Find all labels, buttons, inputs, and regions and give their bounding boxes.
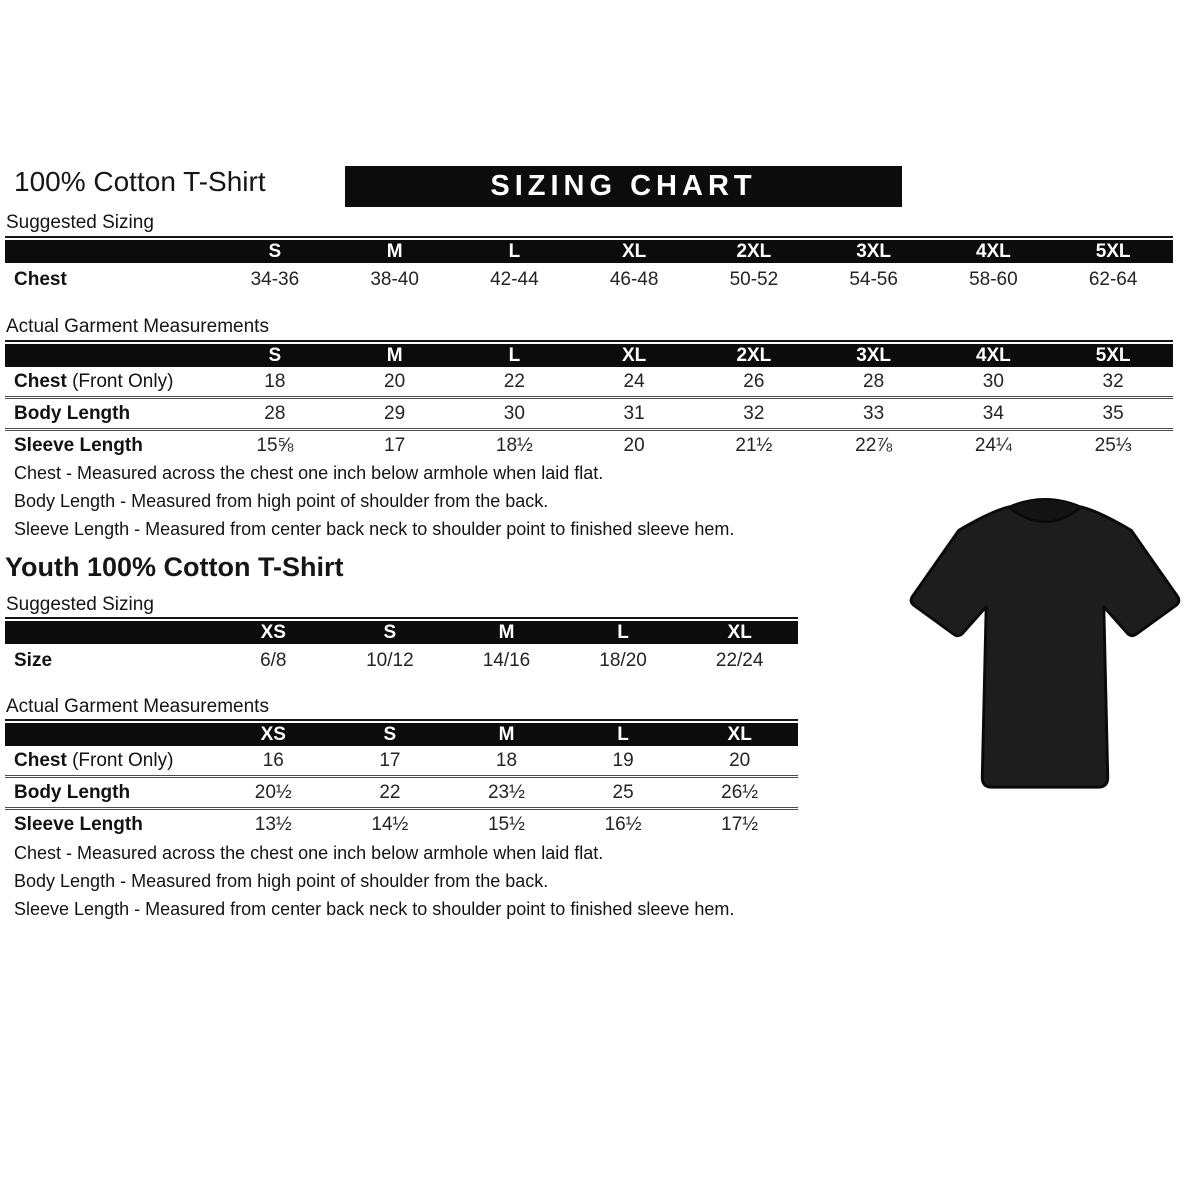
value-cell: 14/16 bbox=[482, 649, 531, 671]
measurement-note: Sleeve Length - Measured from center back neck to shoulder point to finished sleeve hem. bbox=[14, 519, 735, 539]
value-cell: 28 bbox=[264, 402, 286, 424]
row-label: Sleeve Length bbox=[14, 813, 143, 835]
value-cell: 46-48 bbox=[609, 268, 659, 290]
table-top-border bbox=[5, 340, 1173, 342]
value-cell: 28 bbox=[863, 370, 885, 392]
column-header-xl: XL bbox=[727, 621, 752, 643]
column-header-l: L bbox=[508, 344, 521, 366]
column-header-s: S bbox=[383, 723, 397, 745]
column-header-xl: XL bbox=[621, 344, 647, 366]
value-cell: 17½ bbox=[721, 813, 759, 835]
table-header-row bbox=[5, 344, 1173, 367]
column-header-m: M bbox=[498, 723, 515, 745]
value-cell: 18/20 bbox=[599, 649, 647, 671]
table-row bbox=[5, 263, 1173, 296]
value-cell: 25⅓ bbox=[1094, 434, 1132, 456]
column-header-m: M bbox=[386, 344, 403, 366]
adult-actual-measurements-label: Actual Garment Measurements bbox=[6, 316, 269, 337]
column-header-2xl: 2XL bbox=[736, 240, 772, 262]
table-row bbox=[5, 428, 1173, 460]
column-header-2xl: 2XL bbox=[736, 344, 772, 366]
table-row bbox=[5, 746, 798, 775]
youth-actual-measurements-label: Actual Garment Measurements bbox=[6, 696, 269, 717]
value-cell: 15½ bbox=[487, 813, 525, 835]
value-cell: 26½ bbox=[721, 781, 759, 803]
column-header-m: M bbox=[386, 240, 403, 262]
table-top-border bbox=[5, 719, 798, 721]
value-cell: 16½ bbox=[604, 813, 642, 835]
row-label: Chest (Front Only) bbox=[14, 370, 174, 392]
youth-section-title: Youth 100% Cotton T-Shirt bbox=[5, 552, 344, 582]
column-header-l: L bbox=[617, 723, 629, 745]
row-label: Chest (Front Only) bbox=[14, 749, 174, 771]
value-cell: 17 bbox=[384, 434, 406, 456]
value-cell: 32 bbox=[743, 402, 765, 424]
adult-suggested-sizing-label: Suggested Sizing bbox=[6, 212, 154, 233]
youth-actual-measurements-table bbox=[5, 719, 798, 839]
value-cell: 17 bbox=[379, 749, 401, 771]
value-cell: 42-44 bbox=[490, 268, 539, 290]
value-cell: 20 bbox=[623, 434, 645, 456]
adult-section-title: 100% Cotton T-Shirt bbox=[14, 166, 266, 197]
value-cell: 10/12 bbox=[366, 649, 414, 671]
table-header-row bbox=[5, 723, 798, 746]
table-row bbox=[5, 396, 1173, 428]
table-row bbox=[5, 807, 798, 839]
value-cell: 24 bbox=[623, 370, 645, 392]
row-label: Body Length bbox=[14, 402, 131, 424]
column-header-m: M bbox=[498, 621, 515, 643]
sizing-chart-banner: SIZING CHART bbox=[345, 166, 902, 207]
value-cell: 34 bbox=[982, 402, 1004, 424]
value-cell: 62-64 bbox=[1088, 268, 1138, 290]
value-cell: 30 bbox=[982, 370, 1004, 392]
row-label: Sleeve Length bbox=[14, 434, 143, 456]
row-label: Size bbox=[14, 649, 53, 671]
value-cell: 22 bbox=[503, 370, 525, 392]
value-cell: 22⅞ bbox=[855, 434, 893, 456]
value-cell: 14½ bbox=[371, 813, 409, 835]
value-cell: 22 bbox=[379, 781, 401, 803]
column-header-xl: XL bbox=[621, 240, 647, 262]
value-cell: 26 bbox=[743, 370, 765, 392]
table-top-border bbox=[5, 236, 1173, 238]
adult-suggested-sizing-table bbox=[5, 236, 1173, 296]
column-header-5xl: 5XL bbox=[1095, 344, 1131, 366]
value-cell: 30 bbox=[503, 402, 525, 424]
value-cell: 32 bbox=[1102, 370, 1124, 392]
value-cell: 20½ bbox=[254, 781, 292, 803]
column-header-s: S bbox=[268, 344, 282, 366]
value-cell: 20 bbox=[729, 749, 751, 771]
column-header-5xl: 5XL bbox=[1095, 240, 1131, 262]
column-header-xs: XS bbox=[260, 723, 286, 745]
value-cell: 38-40 bbox=[370, 268, 419, 290]
column-header-4xl: 4XL bbox=[975, 344, 1011, 366]
youth-suggested-sizing-table bbox=[5, 617, 798, 677]
youth-suggested-sizing-label: Suggested Sizing bbox=[6, 594, 154, 615]
value-cell: 13½ bbox=[254, 813, 292, 835]
table-row bbox=[5, 775, 798, 807]
table-header-row bbox=[5, 621, 798, 644]
value-cell: 16 bbox=[262, 749, 284, 771]
table-header-row bbox=[5, 240, 1173, 263]
table-top-border bbox=[5, 617, 798, 619]
measurement-note: Chest - Measured across the chest one inch below armhole when laid flat. bbox=[14, 843, 604, 863]
column-header-s: S bbox=[383, 621, 397, 643]
value-cell: 20 bbox=[384, 370, 406, 392]
column-header-4xl: 4XL bbox=[975, 240, 1011, 262]
youth-measurement-notes bbox=[14, 843, 734, 927]
table-row bbox=[5, 644, 798, 677]
measurement-note: Body Length - Measured from high point of shoulder from the back. bbox=[14, 491, 549, 511]
measurement-note: Chest - Measured across the chest one inch below armhole when laid flat. bbox=[14, 463, 604, 483]
tshirt-silhouette bbox=[911, 507, 1179, 787]
value-cell: 18 bbox=[495, 749, 518, 771]
value-cell: 6/8 bbox=[260, 649, 287, 671]
value-cell: 21½ bbox=[735, 434, 773, 456]
adult-measurement-notes bbox=[14, 463, 734, 547]
column-header-3xl: 3XL bbox=[856, 240, 892, 262]
column-header-l: L bbox=[617, 621, 629, 643]
column-header-3xl: 3XL bbox=[856, 344, 892, 366]
value-cell: 50-52 bbox=[729, 268, 779, 290]
value-cell: 25 bbox=[612, 781, 634, 803]
value-cell: 23½ bbox=[487, 781, 525, 803]
column-header-l: L bbox=[508, 240, 521, 262]
value-cell: 33 bbox=[863, 402, 885, 424]
value-cell: 58-60 bbox=[969, 268, 1018, 290]
adult-actual-measurements-table bbox=[5, 340, 1173, 460]
tshirt-image bbox=[898, 485, 1192, 809]
measurement-note: Sleeve Length - Measured from center back neck to shoulder point to finished sleeve hem. bbox=[14, 899, 735, 919]
value-cell: 18 bbox=[264, 370, 286, 392]
value-cell: 22/24 bbox=[715, 649, 764, 671]
value-cell: 54-56 bbox=[849, 268, 898, 290]
measurement-note: Body Length - Measured from high point of shoulder from the back. bbox=[14, 871, 549, 891]
value-cell: 19 bbox=[612, 749, 634, 771]
value-cell: 15⅝ bbox=[256, 434, 294, 456]
column-header-s: S bbox=[268, 240, 282, 262]
row-label: Chest bbox=[14, 268, 67, 290]
column-header-xl: XL bbox=[727, 723, 752, 745]
row-label: Body Length bbox=[14, 781, 131, 803]
value-cell: 35 bbox=[1102, 402, 1124, 424]
value-cell: 18½ bbox=[495, 434, 533, 456]
value-cell: 24¼ bbox=[974, 434, 1012, 456]
table-row bbox=[5, 367, 1173, 396]
value-cell: 34-36 bbox=[250, 268, 300, 290]
column-header-xs: XS bbox=[260, 621, 286, 643]
value-cell: 29 bbox=[384, 402, 406, 424]
value-cell: 31 bbox=[623, 402, 645, 424]
